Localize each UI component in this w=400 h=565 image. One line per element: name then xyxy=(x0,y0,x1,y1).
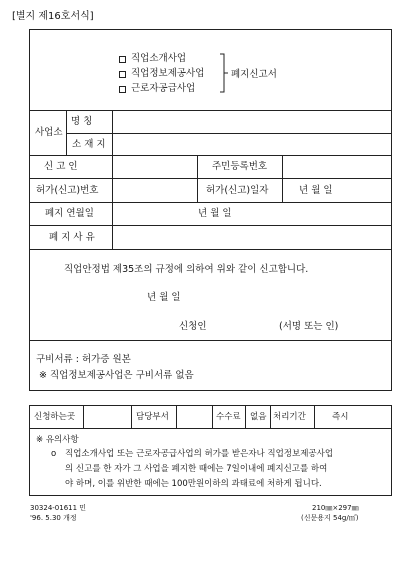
closure-date-field[interactable]: 년 월 일 xyxy=(198,208,232,219)
office-label: 신청하는곳 xyxy=(34,412,76,422)
permit-no-field[interactable] xyxy=(113,179,196,201)
dept-label: 담당부서 xyxy=(136,412,169,422)
resident-no-field[interactable] xyxy=(283,156,391,177)
notes-bullet: o xyxy=(51,449,57,459)
required-docs: 구비서류 : 허가증 원본 xyxy=(36,354,131,365)
options-brace xyxy=(219,52,229,96)
notes-line: 야 하며, 이를 위반한 때에는 100만원이하의 과태료에 처하게 됩니다. xyxy=(65,479,322,489)
reporter-label: 신 고 인 xyxy=(44,161,78,172)
paper-size: 210㎜×297㎜ xyxy=(312,504,359,512)
permit-no-label: 허가(신고)번호 xyxy=(36,185,99,196)
permit-date-label: 허가(신고)일자 xyxy=(206,185,269,196)
closure-reason-label: 폐 지 사 유 xyxy=(49,232,95,243)
form-label: [별지 제16호서식] xyxy=(12,11,94,22)
paper-type: (신문용지 54g/㎡) xyxy=(301,514,359,522)
closure-date-label: 폐지 연월일 xyxy=(45,208,94,219)
period-label: 처리기간 xyxy=(273,412,306,422)
reporter-field[interactable] xyxy=(113,156,196,177)
option-job-placement-label: 직업소개사업 xyxy=(131,53,187,64)
signature-date[interactable]: 년 월 일 xyxy=(147,292,181,303)
required-docs-note: ※ 직업정보제공사업은 구비서류 없음 xyxy=(39,370,194,381)
business-label: 사업소 xyxy=(35,127,63,138)
address-field[interactable] xyxy=(113,134,391,154)
period-value: 즉시 xyxy=(332,412,349,422)
closure-reason-field[interactable] xyxy=(113,226,391,248)
sign-note: (서명 또는 인) xyxy=(279,321,339,332)
permit-date-field[interactable]: 년 월 일 xyxy=(299,185,333,196)
applicant-label: 신청인 xyxy=(179,321,207,332)
resident-no-label: 주민등록번호 xyxy=(212,161,268,172)
address-label: 소 재 지 xyxy=(72,139,106,150)
option-job-info-label: 직업정보제공사업 xyxy=(131,68,205,79)
name-field[interactable] xyxy=(113,111,391,132)
option-checkbox-worker-supply[interactable] xyxy=(119,86,126,93)
declaration-text: 직업안정법 제35조의 규정에 의하여 위와 같이 신고합니다. xyxy=(64,264,309,275)
notes-line: 의 신고를 한 자가 그 사업을 폐지한 때에는 7일이내에 폐지신고를 하여 xyxy=(65,464,328,474)
option-checkbox-job-info[interactable] xyxy=(119,71,126,78)
form-title: 폐지신고서 xyxy=(231,69,277,80)
option-checkbox-job-placement[interactable] xyxy=(119,56,126,63)
name-label: 명 칭 xyxy=(71,116,93,127)
notes-line: 직업소개사업 또는 근로자공급사업의 허가를 받은자나 직업정보제공사업 xyxy=(65,449,334,459)
fee-label: 수수료 xyxy=(216,412,241,422)
notes-title: ※ 유의사항 xyxy=(36,435,79,445)
footer-revision: '96. 5.30 개정 xyxy=(30,514,77,522)
fee-value: 없음 xyxy=(250,412,267,422)
option-worker-supply-label: 근로자공급사업 xyxy=(131,83,196,94)
footer-code: 30324-01611 민 xyxy=(30,504,87,512)
